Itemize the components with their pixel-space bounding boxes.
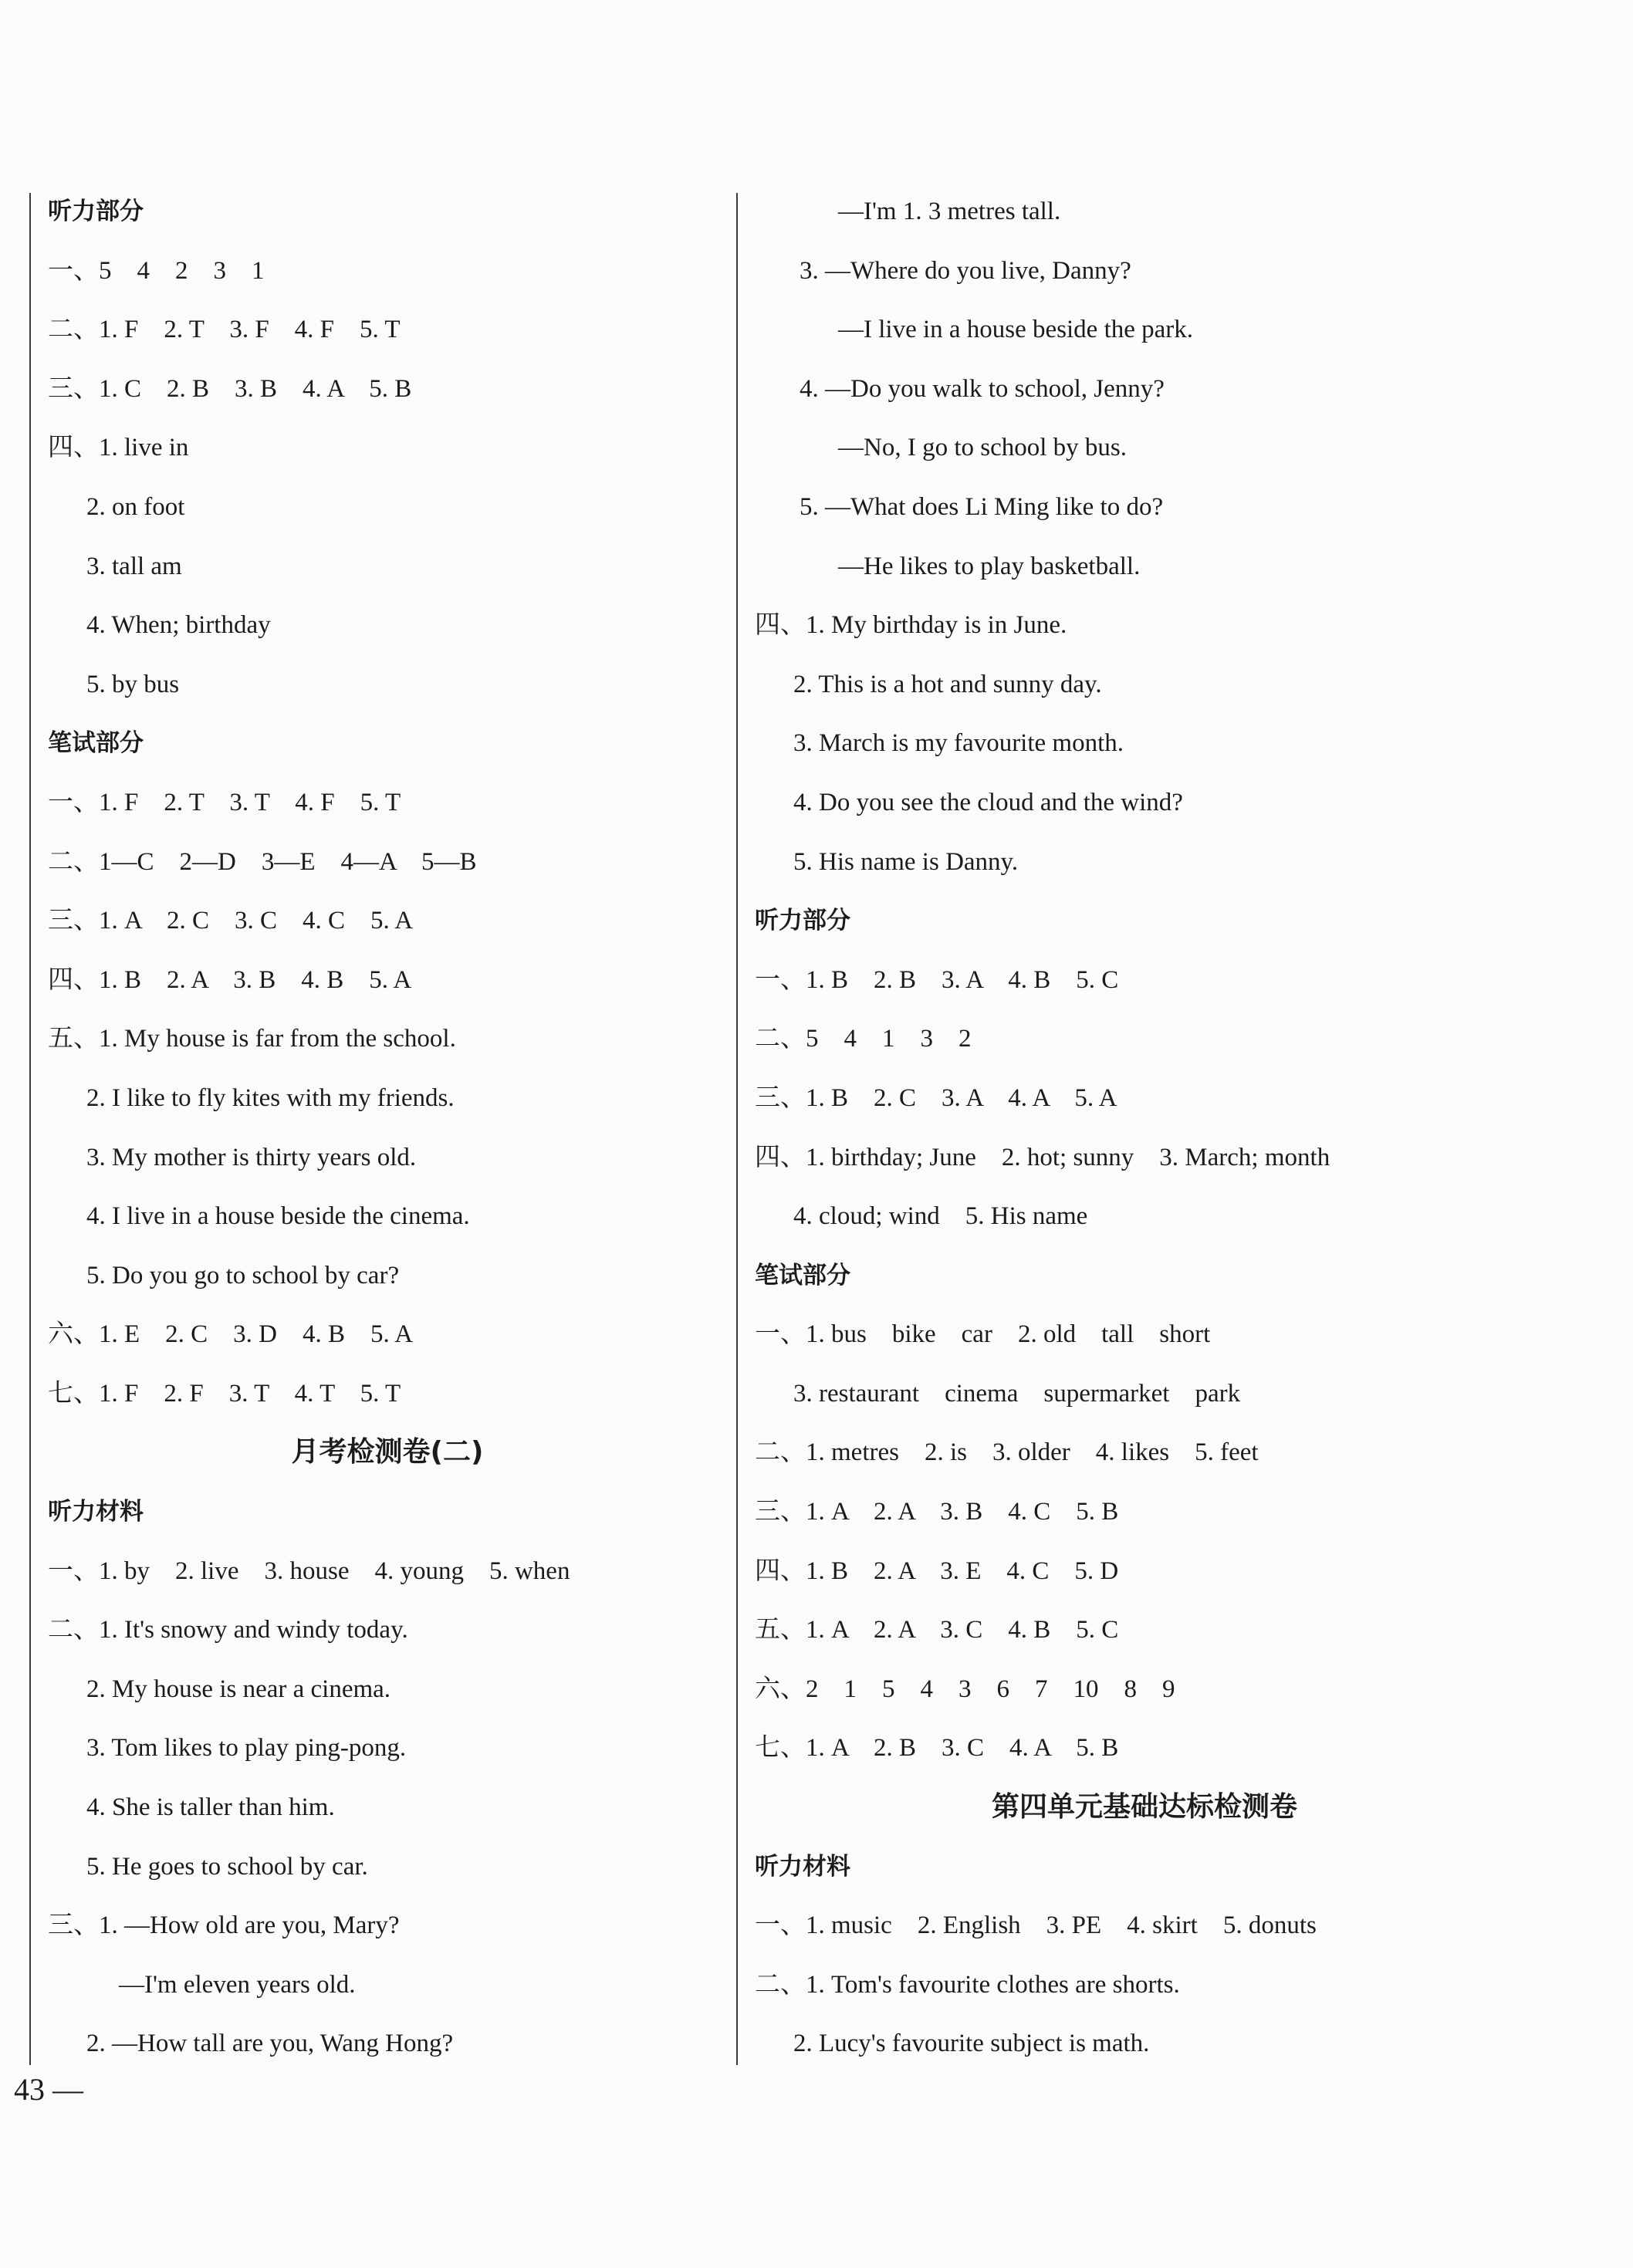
answer-line: 4. cloud; wind 5. His name: [793, 1202, 1088, 1231]
answer-line: 5. —What does Li Ming like to do?: [800, 492, 1164, 521]
answer-line: 五、1. A 2. A 3. C 4. B 5. C: [755, 1616, 1119, 1644]
answer-line: 四、1. birthday; June 2. hot; sunny 3. March; month: [755, 1143, 1330, 1171]
test-title: 月考检测卷(二): [291, 1436, 484, 1469]
answer-line: 四、1. live in: [48, 434, 189, 462]
section-heading: 听力材料: [48, 1498, 144, 1526]
answer-line: —He likes to play basketball.: [838, 552, 1141, 580]
answer-line: 七、1. A 2. B 3. C 4. A 5. B: [755, 1734, 1119, 1763]
answer-line: 2. I like to fly kites with my friends.: [86, 1083, 455, 1112]
answer-line: 四、1. B 2. A 3. B 4. B 5. A: [48, 965, 412, 994]
answer-line: 一、5 4 2 3 1: [48, 256, 265, 285]
answer-line: 3. restaurant cinema supermarket park: [793, 1379, 1241, 1408]
answer-line: 三、1. B 2. C 3. A 4. A 5. A: [755, 1083, 1117, 1112]
answer-line: 二、1. F 2. T 3. F 4. F 5. T: [48, 316, 401, 344]
answer-line: 2. —How tall are you, Wang Hong?: [86, 2030, 454, 2058]
answer-line: —I'm 1. 3 metres tall.: [838, 198, 1061, 225]
section-heading: 听力材料: [755, 1852, 850, 1881]
answer-line: 5. by bus: [86, 670, 180, 698]
answer-line: 一、1. B 2. B 3. A 4. B 5. C: [755, 965, 1119, 994]
answer-line: 一、1. F 2. T 3. T 4. F 5. T: [48, 788, 401, 816]
answer-line: 二、1—C 2—D 3—E 4—A 5—B: [48, 847, 477, 876]
section-heading: 笔试部分: [48, 729, 144, 758]
answer-line: 三、1. A 2. C 3. C 4. C 5. A: [48, 907, 414, 935]
answer-line: 七、1. F 2. F 3. T 4. T 5. T: [48, 1379, 401, 1408]
answer-line: 四、1. B 2. A 3. E 4. C 5. D: [755, 1557, 1119, 1585]
section-heading: 听力部分: [48, 198, 144, 225]
answer-line: 一、1. music 2. English 3. PE 4. skirt 5. donuts: [755, 1911, 1317, 1940]
answer-line: —I'm eleven years old.: [119, 1970, 356, 1999]
answer-line: 4. I live in a house beside the cinema.: [86, 1202, 470, 1231]
answer-line: 三、1. —How old are you, Mary?: [48, 1911, 400, 1940]
answer-line: 3. tall am: [86, 552, 182, 580]
answer-line: 4. Do you see the cloud and the wind?: [793, 788, 1183, 816]
answer-line: 二、1. Tom's favourite clothes are shorts.: [755, 1970, 1180, 1999]
section-heading: 笔试部分: [755, 1261, 850, 1289]
answer-line: 4. —Do you walk to school, Jenny?: [800, 374, 1165, 403]
answer-line: 一、1. by 2. live 3. house 4. young 5. when: [48, 1557, 570, 1585]
answer-line: 2. on foot: [86, 492, 185, 521]
answer-line: 5. His name is Danny.: [793, 847, 1019, 876]
test-title: 第四单元基础达标检测卷: [991, 1791, 1297, 1824]
answer-line: 5. Do you go to school by car?: [86, 1261, 400, 1289]
answer-line: 2. This is a hot and sunny day.: [793, 670, 1102, 698]
answer-line: 五、1. My house is far from the school.: [48, 1025, 456, 1053]
left-margin-rule: [29, 193, 31, 2065]
answer-line: 3. Tom likes to play ping-pong.: [86, 1734, 407, 1763]
answer-line: 一、1. bus bike car 2. old tall short: [755, 1320, 1211, 1349]
answer-line: 3. March is my favourite month.: [793, 729, 1124, 758]
answer-line: 4. When; birthday: [86, 611, 271, 640]
answer-line: 三、1. A 2. A 3. B 4. C 5. B: [755, 1498, 1119, 1526]
right-column: [755, 182, 1534, 2074]
answer-line: 六、1. E 2. C 3. D 4. B 5. A: [48, 1320, 414, 1349]
answer-line: 2. Lucy's favourite subject is math.: [793, 2030, 1150, 2058]
answer-line: —No, I go to school by bus.: [838, 434, 1127, 462]
answer-line: 3. —Where do you live, Danny?: [800, 256, 1131, 285]
section-heading: 听力部分: [755, 907, 850, 935]
answer-line: 二、1. metres 2. is 3. older 4. likes 5. feet: [755, 1438, 1259, 1467]
answer-line: 二、1. It's snowy and windy today.: [48, 1616, 408, 1644]
page-number: 43 —: [14, 2072, 83, 2107]
column-divider: [736, 193, 738, 2065]
answer-line: 5. He goes to school by car.: [86, 1852, 368, 1881]
answer-line: —I live in a house beside the park.: [838, 316, 1194, 344]
answer-line: 4. She is taller than him.: [86, 1793, 335, 1822]
answer-line: 六、2 1 5 4 3 6 7 10 8 9: [755, 1675, 1175, 1703]
answer-line: 四、1. My birthday is in June.: [755, 611, 1067, 640]
answer-line: 二、5 4 1 3 2: [755, 1025, 972, 1053]
answer-line: 3. My mother is thirty years old.: [86, 1143, 417, 1171]
answer-line: 2. My house is near a cinema.: [86, 1675, 391, 1703]
left-column: [48, 182, 727, 2074]
answer-line: 三、1. C 2. B 3. B 4. A 5. B: [48, 374, 412, 403]
